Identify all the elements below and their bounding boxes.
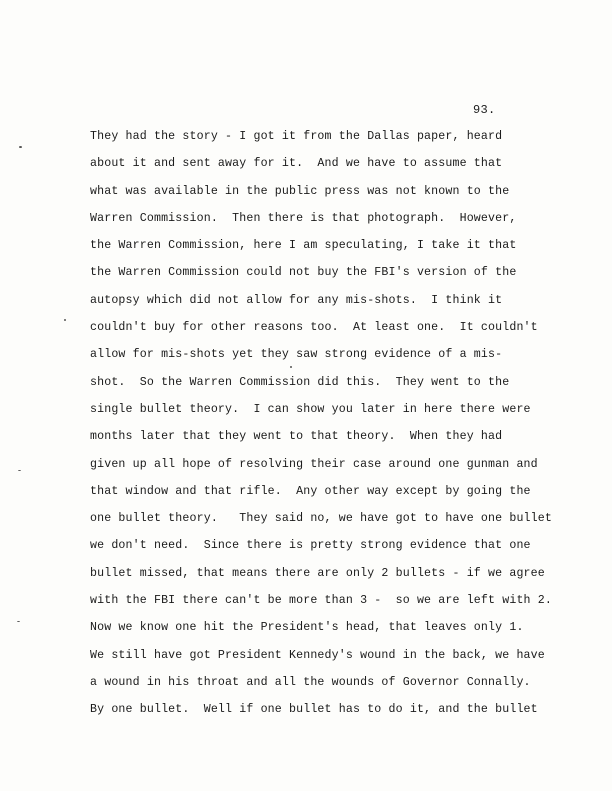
text-line: allow for mis-shots yet they saw strong evidence of a mis- (90, 348, 503, 362)
scan-speck (17, 621, 20, 622)
text-line: months later that they went to that theory. When they had (90, 430, 503, 444)
scan-speck (64, 319, 66, 321)
text-line: single bullet theory. I can show you later in here there were (90, 402, 531, 416)
text-line: couldn't buy for other reasons too. At least one. It couldn't (90, 321, 538, 335)
scan-speck (18, 470, 21, 471)
text-line: with the FBI there can't be more than 3 - so we are left with 2. (90, 594, 552, 608)
text-line: shot. So the Warren Commission did this. They went to the (90, 375, 510, 389)
text-line: autopsy which did not allow for any mis-shots. I think it (90, 293, 503, 307)
text-line: we don't need. Since there is pretty strong evidence that one (90, 539, 531, 553)
text-line: We still have got President Kennedy's wound in the back, we have (90, 648, 545, 662)
text-line: that window and that rifle. Any other way except by going the (90, 484, 531, 498)
text-line: about it and sent away for it. And we have to assume that (90, 157, 503, 171)
scan-speck (290, 366, 292, 368)
text-line: what was available in the public press was not known to the (90, 184, 510, 198)
text-line: the Warren Commission, here I am speculating, I take it that (90, 239, 517, 253)
text-line: They had the story - I got it from the Dallas paper, heard (90, 130, 503, 143)
scan-speck (19, 146, 22, 148)
text-line: the Warren Commission could not buy the FBI's version of the (90, 266, 517, 280)
transcript-body (90, 123, 560, 724)
text-line: Warren Commission. Then there is that photograph. However, (90, 211, 517, 225)
text-line: given up all hope of resolving their case around one gunman and (90, 457, 538, 471)
text-line: Now we know one hit the President's head, that leaves only 1. (90, 621, 524, 635)
text-line: By one bullet. Well if one bullet has to do it, and the bullet (90, 703, 538, 717)
text-line: one bullet theory. They said no, we have got to have one bullet (90, 512, 552, 526)
text-line: a wound in his throat and all the wounds of Governor Connally. (90, 675, 531, 689)
page-number: 93. (473, 103, 496, 117)
text-line: bullet missed, that means there are only 2 bullets - if we agree (90, 566, 545, 580)
